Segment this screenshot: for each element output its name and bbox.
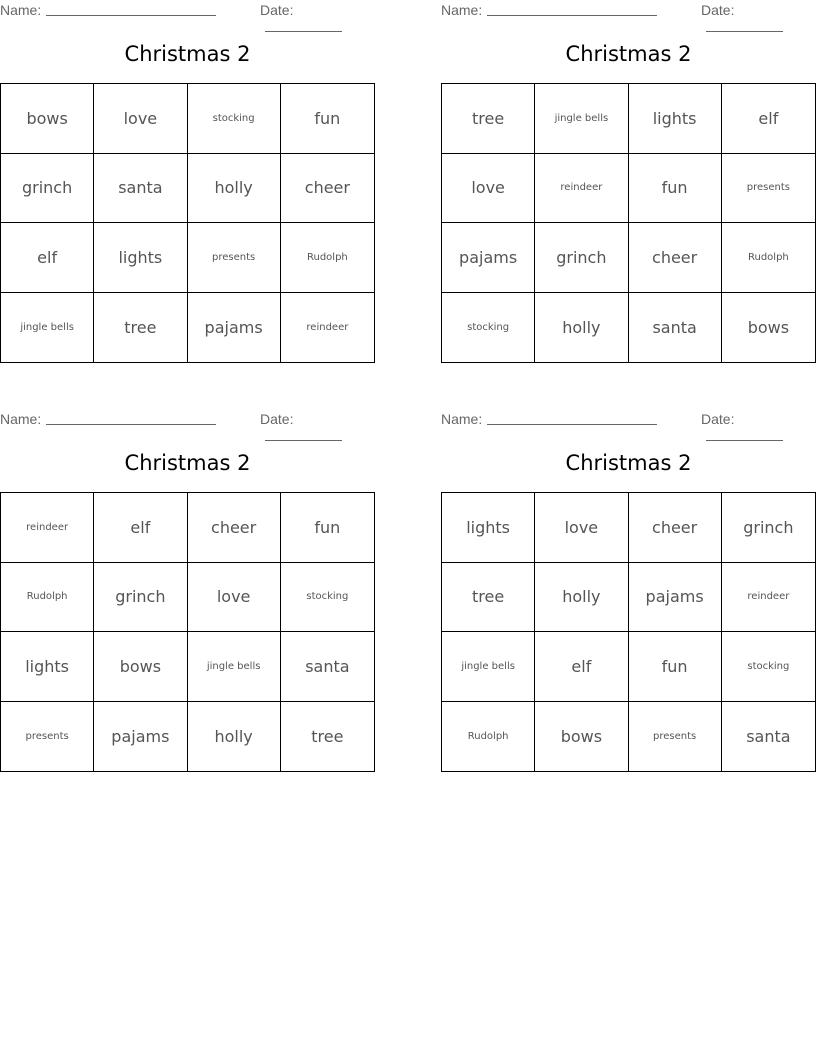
bingo-cell: reindeer (722, 563, 815, 633)
bingo-cell: love (442, 154, 535, 224)
card-title: Christmas 2 (124, 42, 251, 66)
bingo-cell: Rudolph (722, 223, 815, 293)
bingo-cell: tree (442, 563, 535, 633)
bingo-cell: lights (94, 223, 187, 293)
bingo-cell: presents (629, 702, 722, 772)
bingo-grid (0, 83, 375, 363)
bingo-cell: jingle bells (442, 632, 535, 702)
card-header (441, 411, 816, 429)
date-blank (265, 427, 342, 441)
name-field (441, 2, 657, 18)
name-label: Name: (441, 411, 483, 427)
bingo-cell: fun (629, 154, 722, 224)
date-field (260, 2, 375, 34)
bingo-cell: tree (94, 293, 187, 363)
bingo-cell: reindeer (535, 154, 628, 224)
bingo-cell: love (94, 84, 187, 154)
bingo-cell: tree (311, 726, 344, 746)
bingo-cell: fun (629, 632, 722, 702)
bingo-cell: Rudolph (442, 702, 535, 772)
name-field (0, 411, 216, 427)
bingo-cell: jingle bells (535, 84, 628, 154)
card-title: Christmas 2 (124, 451, 251, 475)
bingo-cell: tree (442, 84, 535, 154)
bingo-cell: holly (535, 563, 628, 633)
bingo-cell: holly (188, 702, 281, 772)
bingo-cell: grinch (722, 493, 815, 563)
bingo-cell: santa (629, 293, 722, 363)
card-header (0, 2, 375, 20)
bingo-cell: reindeer (306, 321, 349, 333)
name-blank (487, 411, 657, 425)
date-field (260, 411, 375, 443)
bingo-cell: holly (535, 293, 628, 363)
bingo-cell: pajams (442, 223, 535, 293)
date-label: Date: (260, 2, 294, 18)
bingo-cell: bows (747, 317, 790, 337)
date-blank (706, 427, 783, 441)
bingo-cell: fun (281, 84, 374, 154)
bingo-cell: pajams (94, 702, 187, 772)
bingo-cell: stocking (722, 632, 815, 702)
bingo-cell: stocking (188, 84, 281, 154)
name-blank (487, 2, 657, 16)
bingo-cell: pajams (188, 293, 281, 363)
bingo-cell: pajams (629, 563, 722, 633)
name-label: Name: (441, 2, 483, 18)
bingo-cell: Rudolph (1, 563, 94, 633)
bingo-cell: grinch (1, 154, 94, 224)
bingo-cell: bows (535, 702, 628, 772)
bingo-cell: love (188, 563, 281, 633)
bingo-cell: presents (722, 154, 815, 224)
bingo-cell: santa (94, 154, 187, 224)
bingo-cell: grinch (94, 563, 187, 633)
bingo-cell: Rudolph (281, 223, 374, 293)
card-title: Christmas 2 (565, 451, 692, 475)
bingo-cell: presents (1, 702, 94, 772)
bingo-cell: elf (1, 223, 94, 293)
bingo-cell: santa (746, 726, 791, 746)
name-field (0, 2, 216, 18)
date-blank (265, 18, 342, 32)
date-blank (706, 18, 783, 32)
bingo-cell: fun (281, 493, 374, 563)
date-field (701, 411, 816, 443)
name-blank (46, 2, 216, 16)
card-header (441, 2, 816, 20)
bingo-cell: lights (1, 632, 94, 702)
bingo-cell: cheer (188, 493, 281, 563)
bingo-cell: grinch (535, 223, 628, 293)
bingo-cell: presents (188, 223, 281, 293)
bingo-cell: santa (281, 632, 374, 702)
bingo-cell: stocking (442, 293, 535, 363)
bingo-cell: jingle bells (188, 632, 281, 702)
bingo-grid (441, 83, 816, 363)
bingo-grid (441, 492, 816, 772)
bingo-cell: love (535, 493, 628, 563)
bingo-cell: cheer (281, 154, 374, 224)
bingo-cell: jingle bells (1, 293, 94, 363)
name-label: Name: (0, 411, 42, 427)
card-header (0, 411, 375, 429)
bingo-cell: stocking (281, 563, 374, 633)
bingo-cell: holly (188, 154, 281, 224)
bingo-grid (0, 492, 375, 772)
name-field (441, 411, 657, 427)
date-label: Date: (701, 2, 735, 18)
bingo-cell: bows (94, 632, 187, 702)
name-label: Name: (0, 2, 42, 18)
bingo-cell: elf (535, 632, 628, 702)
bingo-cell: elf (94, 493, 187, 563)
bingo-cell: reindeer (1, 493, 94, 563)
bingo-cell: lights (629, 84, 722, 154)
name-blank (46, 411, 216, 425)
date-field (701, 2, 816, 34)
date-label: Date: (701, 411, 735, 427)
bingo-cell: cheer (629, 493, 722, 563)
card-title: Christmas 2 (565, 42, 692, 66)
date-label: Date: (260, 411, 294, 427)
bingo-cell: lights (442, 493, 535, 563)
bingo-cell: elf (722, 84, 815, 154)
bingo-cell: bows (1, 84, 94, 154)
bingo-cell: cheer (629, 223, 722, 293)
